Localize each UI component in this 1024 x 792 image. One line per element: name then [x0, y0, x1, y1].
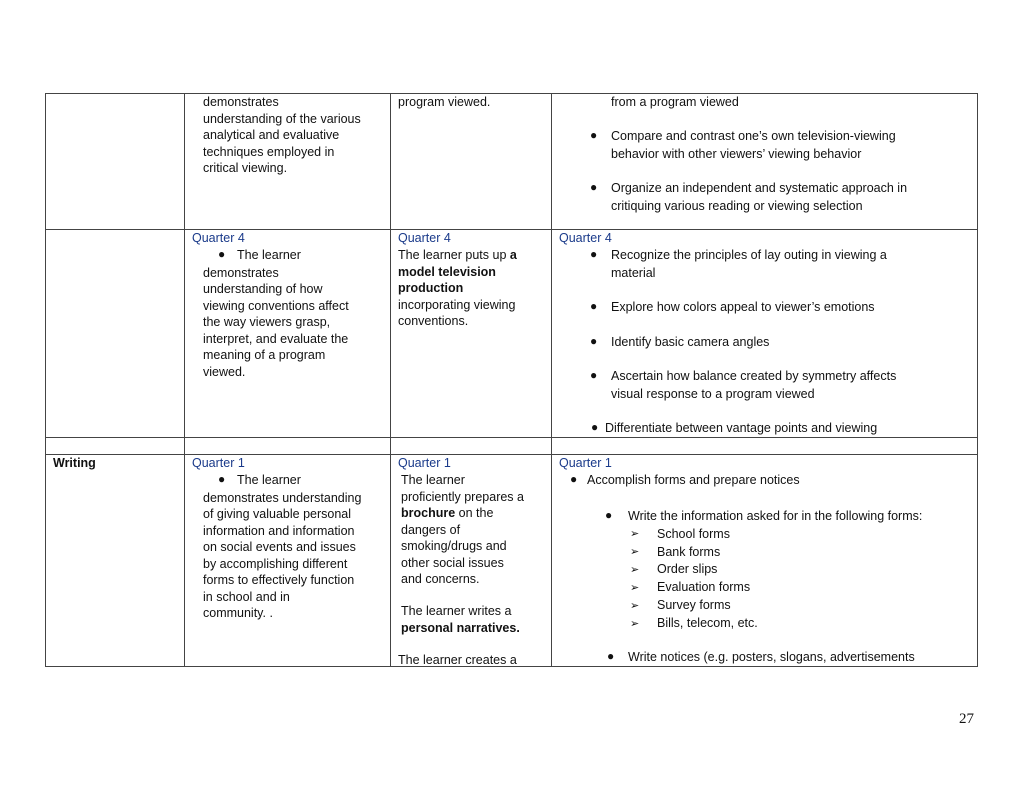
text-line: Identify basic camera angles: [611, 335, 770, 349]
text-line: [401, 505, 493, 522]
text-line: forms to effectively function: [203, 573, 355, 587]
bullet-icon: ●: [607, 649, 615, 663]
bold-span: a: [509, 248, 517, 262]
bullet-icon: ●: [590, 334, 598, 348]
quarter-label: Quarter 4: [559, 231, 612, 245]
text-line: smoking/drugs and: [401, 539, 507, 553]
text-line: Differentiate between vantage points and viewing: [605, 421, 878, 435]
arrow-bullet-icon: ➢: [630, 599, 640, 612]
text-line: demonstrates: [203, 265, 279, 280]
text-line: community. .: [203, 606, 273, 620]
text-line: understanding of how: [203, 282, 323, 296]
text-line: meaning of a program: [203, 348, 326, 362]
arrow-bullet-icon: ➢: [630, 617, 640, 630]
col-divider: [184, 93, 185, 667]
text-line: demonstrates: [203, 95, 279, 109]
text-line: Accomplish forms and prepare notices: [587, 473, 800, 487]
text-line: Evaluation forms: [657, 580, 751, 594]
strand-label: Writing: [53, 456, 96, 470]
arrow-bullet-icon: ➢: [630, 546, 640, 558]
quarter-label: Quarter 4: [398, 231, 451, 245]
bullet-icon: ●: [590, 299, 598, 313]
text-line: Compare and contrast one’s own television-viewing: [611, 129, 896, 143]
text-line: School forms: [657, 526, 730, 541]
quarter-label: Quarter 1: [559, 456, 612, 470]
text-line: incorporating viewing: [398, 297, 516, 312]
quarter-label: Quarter 4: [192, 231, 245, 245]
text-line: The learner: [237, 248, 301, 262]
text-line: information and information: [203, 523, 355, 538]
text-line: dangers of: [401, 522, 461, 537]
text-line: model television: [398, 264, 496, 279]
text-line: Write the information asked for in the following forms:: [628, 509, 923, 523]
text-line: on social events and issues: [203, 540, 356, 554]
text-line: The learner: [401, 473, 465, 487]
col-divider: [390, 93, 391, 667]
text-line: and concerns.: [401, 572, 480, 586]
text-line: from a program viewed: [611, 95, 739, 109]
text-span: on the: [455, 506, 494, 520]
text-line: of giving valuable personal: [203, 507, 352, 521]
text-line: in school and in: [203, 589, 290, 604]
text-line: viewing conventions affect: [203, 298, 349, 313]
text-line: Explore how colors appeal to viewer’s emotions: [611, 300, 875, 314]
text-line: other social issues: [401, 555, 504, 570]
bullet-icon: ●: [591, 420, 599, 434]
quarter-label: Quarter 1: [398, 456, 451, 470]
text-line: The learner: [237, 473, 301, 487]
text-line: Organize an independent and systematic approach in: [611, 181, 908, 195]
text-line: behavior with other viewers’ viewing behavior: [611, 146, 862, 161]
text-line: Order slips: [657, 562, 718, 576]
text-line: conventions.: [398, 314, 469, 328]
text-line: Ascertain how balance created by symmetry affects: [611, 369, 897, 383]
text-line: [398, 247, 517, 264]
arrow-bullet-icon: ➢: [630, 563, 640, 576]
text-line: understanding of the various: [203, 111, 361, 126]
text-line: analytical and evaluative: [203, 128, 340, 142]
text-line: demonstrates understanding: [203, 490, 362, 505]
text-line: Write notices (e.g. posters, slogans, advertisements: [628, 650, 915, 664]
text-span: The learner puts up: [398, 248, 510, 262]
col-divider: [551, 93, 552, 667]
text-line: The learner creates a: [398, 653, 517, 667]
bullet-icon: ●: [590, 247, 598, 261]
bullet-icon: ●: [570, 472, 578, 486]
quarter-label: Quarter 1: [192, 456, 245, 470]
text-line: program viewed.: [398, 95, 491, 109]
text-line: Bank forms: [657, 544, 721, 559]
text-line: production: [398, 281, 464, 295]
col-divider: [45, 93, 46, 667]
text-line: Recognize the principles of lay outing in viewing a: [611, 248, 887, 262]
text-line: by accomplishing different: [203, 556, 348, 571]
text-line: interpret, and evaluate the: [203, 331, 349, 346]
text-line: viewed.: [203, 364, 246, 379]
text-line: material: [611, 266, 656, 280]
bullet-icon: ●: [590, 368, 598, 382]
bold-span: brochure: [401, 506, 456, 520]
arrow-bullet-icon: ➢: [630, 528, 640, 540]
text-line: proficiently prepares a: [401, 489, 524, 504]
page-number: 27: [959, 711, 974, 727]
text-line: critical viewing.: [203, 161, 288, 175]
text-line: Bills, telecom, etc.: [657, 616, 758, 630]
text-line: Survey forms: [657, 598, 731, 612]
text-line: The learner writes a: [401, 604, 512, 618]
bullet-icon: ●: [605, 508, 613, 522]
text-line: critiquing various reading or viewing selection: [611, 198, 863, 213]
text-line: personal narratives.: [401, 620, 520, 635]
arrow-bullet-icon: ➢: [630, 581, 640, 594]
bullet-icon: ●: [218, 247, 226, 261]
text-line: the way viewers grasp,: [203, 315, 331, 329]
bullet-icon: ●: [590, 128, 598, 142]
col-divider: [977, 93, 978, 667]
bullet-icon: ●: [590, 180, 598, 194]
bullet-icon: ●: [218, 472, 226, 486]
text-line: techniques employed in: [203, 144, 335, 159]
text-line: visual response to a program viewed: [611, 386, 815, 401]
